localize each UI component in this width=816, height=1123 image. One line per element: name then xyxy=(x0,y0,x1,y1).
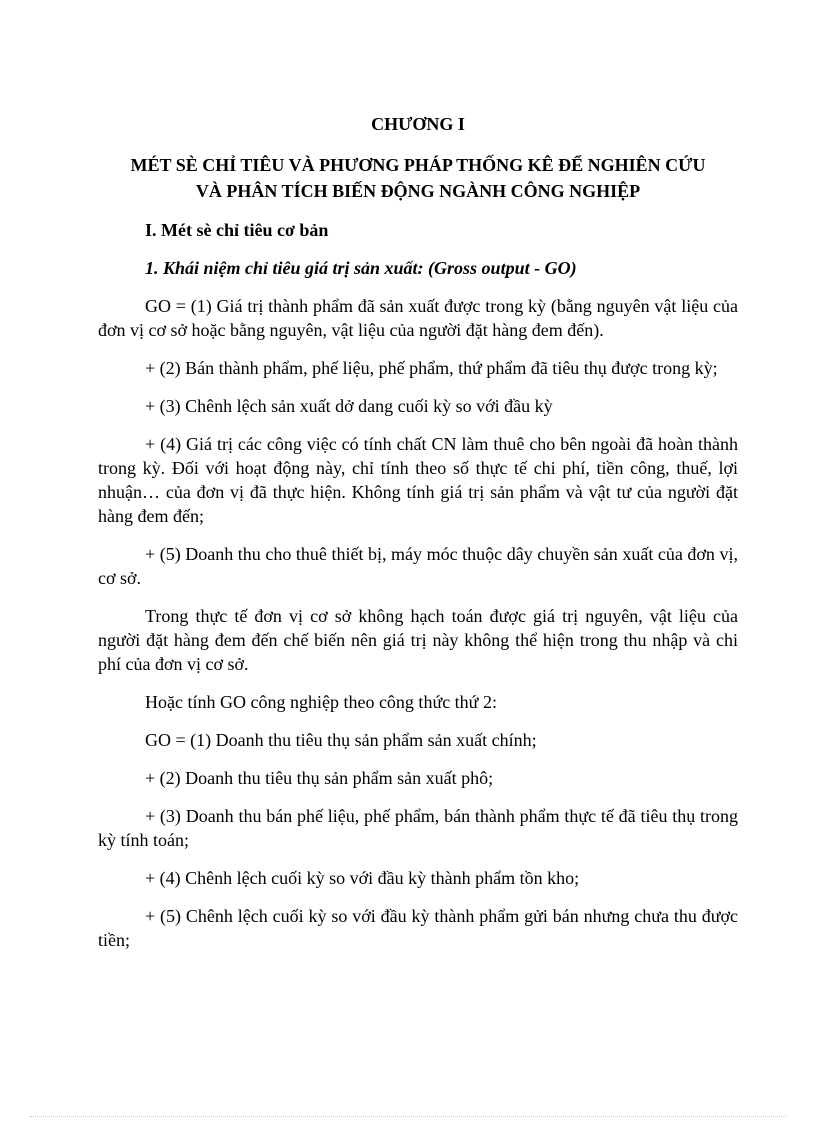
chapter-title xyxy=(98,152,738,204)
chapter-title-line-1: MÉT SÈ CHỈ TIÊU VÀ PHƯƠNG PHÁP THỐNG KÊ ĐỂ NGHIÊN CỨU xyxy=(130,155,706,175)
paragraph-go2-2: + (2) Doanh thu tiêu thụ sản phẩm sản xuất phô; xyxy=(145,768,494,788)
paragraph-note: Trong thực tế đơn vị cơ sở không hạch toán được giá trị nguyên, vật liệu của người đặt hàng đem đến chế biến nên giá trị này không thể hiện trong thu nhập và chi phí của đơn vị cơ sở. xyxy=(98,606,738,674)
paragraph-go-4: + (4) Giá trị các công việc có tính chất CN làm thuê cho bên ngoài đã hoàn thành trong kỳ. Đối với hoạt động này, chỉ tính theo số thực tế chi phí, tiền công, thuế, lợi nhuận… của đơn vị đã thực hiện. Không tính giá trị sản phẩm và vật tư của người đặt hàng đem đến; xyxy=(98,434,738,526)
chapter-heading: CHƯƠNG I xyxy=(371,114,465,134)
paragraph-go2-3: + (3) Doanh thu bán phế liệu, phế phẩm, bán thành phẩm thực tế đã tiêu thụ trong kỳ tính toán; xyxy=(98,806,738,850)
page-bottom-divider xyxy=(30,1116,786,1117)
page-content xyxy=(98,112,738,966)
subsection-heading: 1. Khái niệm chỉ tiêu giá trị sản xuất: (Gross output - GO) xyxy=(145,258,577,278)
paragraph-go2-4: + (4) Chênh lệch cuối kỳ so với đầu kỳ thành phẩm tồn kho; xyxy=(145,868,580,888)
paragraph-go-2: + (2) Bán thành phẩm, phế liệu, phế phẩm, thứ phẩm đã tiêu thụ được trong kỳ; xyxy=(145,358,718,378)
section-heading: I. Mét sè chỉ tiêu cơ bản xyxy=(145,220,329,240)
paragraph-formula-2-intro: Hoặc tính GO công nghiệp theo công thức thứ 2: xyxy=(145,692,497,712)
chapter-title-line-2: VÀ PHÂN TÍCH BIẾN ĐỘNG NGÀNH CÔNG NGHIỆP xyxy=(195,181,641,201)
paragraph-go-1: GO = (1) Giá trị thành phẩm đã sản xuất được trong kỳ (bằng nguyên vật liệu của đơn vị cơ sở hoặc bằng nguyên, vật liệu của người đặt hàng đem đến). xyxy=(98,296,738,340)
paragraph-go2-1: GO = (1) Doanh thu tiêu thụ sản phẩm sản xuất chính; xyxy=(145,730,537,750)
paragraph-go-5: + (5) Doanh thu cho thuê thiết bị, máy móc thuộc dây chuyền sản xuất của đơn vị, cơ sở. xyxy=(98,544,738,588)
paragraph-go-3: + (3) Chênh lệch sản xuất dở dang cuối kỳ so với đầu kỳ xyxy=(145,396,553,416)
paragraph-go2-5: + (5) Chênh lệch cuối kỳ so với đầu kỳ thành phẩm gửi bán nhưng chưa thu được tiền; xyxy=(98,906,738,950)
